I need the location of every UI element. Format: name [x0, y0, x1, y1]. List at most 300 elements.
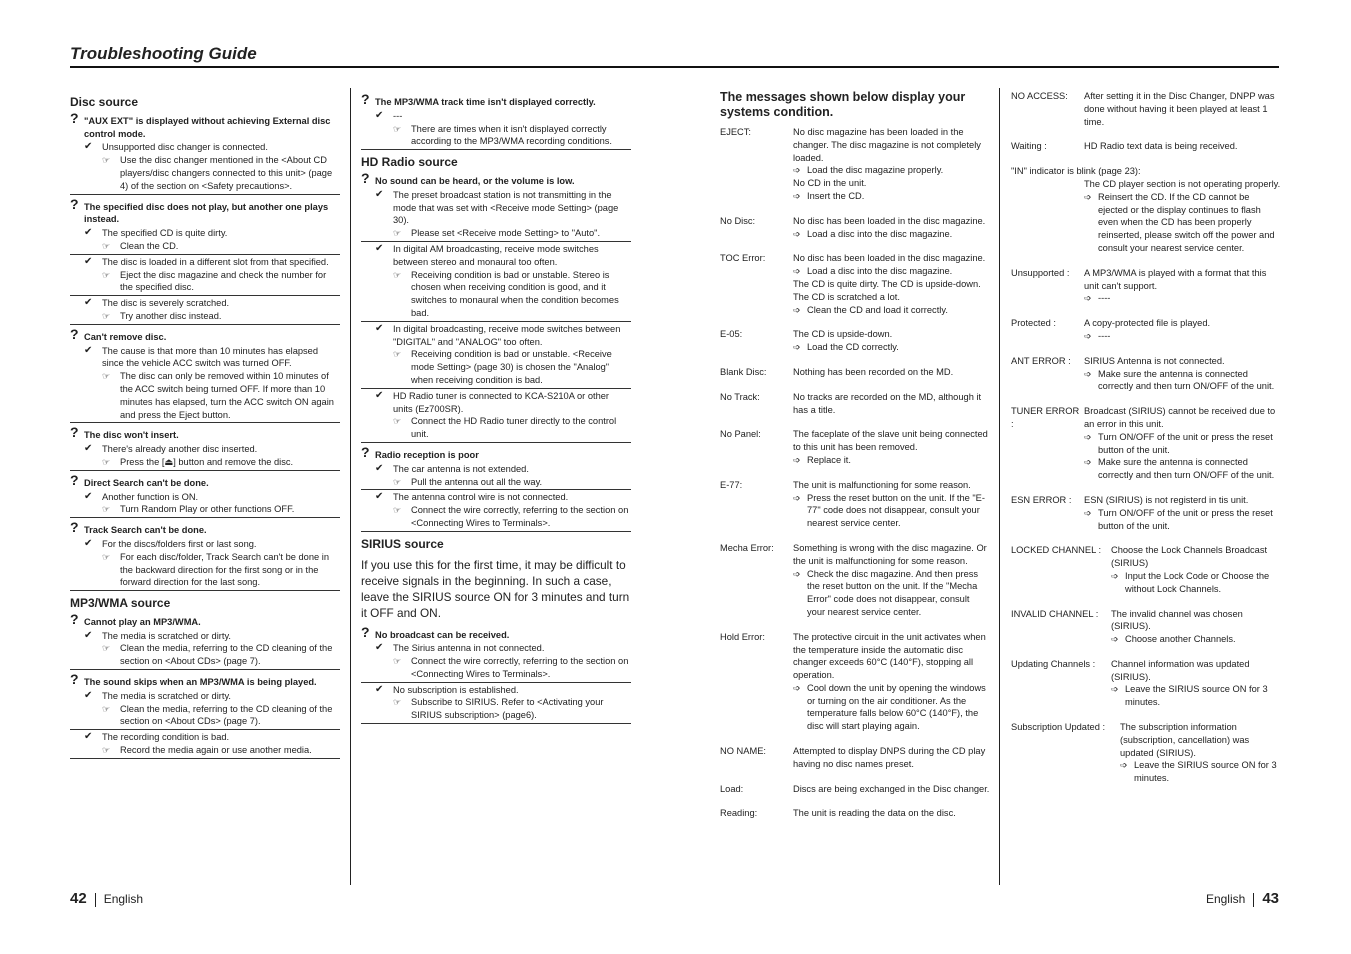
page-title: Troubleshooting Guide — [70, 44, 257, 63]
message-entry — [1011, 494, 1281, 532]
message-text: Nothing has been recorded on the MD. — [793, 366, 954, 377]
pointing-hand-icon: ☞ — [393, 505, 402, 516]
remedy-item — [70, 503, 340, 516]
arrow-icon: ➩ — [793, 492, 801, 503]
cause-group — [361, 491, 631, 531]
cause-text: In digital broadcasting, receive mode switches between "DIGITAL" and "ANALOG" too often. — [393, 323, 621, 347]
cause-group — [70, 443, 340, 471]
message-body — [793, 391, 990, 417]
problem-text: Track Search can't be done. — [84, 525, 207, 536]
arrow-icon: ➩ — [793, 266, 801, 277]
remedy-item — [70, 269, 340, 295]
cause-item — [361, 189, 631, 227]
action-text: Choose another Channels. — [1125, 634, 1236, 645]
action-item — [1111, 633, 1281, 646]
remedy-text: The disc can only be removed within 10 minutes of the ACC switch being turned OFF. If more than 10 minutes has elapsed, turn the ACC switch ON again and press the Eject button. — [120, 371, 334, 420]
problem-text: The specified disc does not play, but another one plays instead. — [84, 201, 329, 225]
cause-group — [361, 110, 631, 150]
remedy-item — [361, 123, 631, 149]
remedy-text: Please set <Receive mode Setting> to "Auto". — [411, 228, 601, 239]
message-label: Hold Error: — [720, 631, 765, 642]
message-row — [1011, 90, 1281, 128]
message-row — [1011, 267, 1281, 305]
message-label: NO ACCESS: — [1011, 91, 1068, 101]
action-item — [1111, 570, 1281, 596]
check-icon: ✔ — [375, 389, 384, 401]
message-entry — [720, 745, 990, 771]
question-icon: ? — [361, 623, 370, 640]
arrow-icon: ➩ — [1084, 457, 1092, 468]
problem-text: The sound skips when an MP3/WMA is being played. — [84, 677, 317, 688]
message-row — [720, 783, 990, 796]
message-row — [720, 366, 990, 379]
cause-text: The media is scratched or dirty. — [102, 690, 231, 701]
section-heading: SIRIUS source — [361, 536, 444, 551]
message-text: HD Radio text data is being received. — [1084, 141, 1238, 152]
cause-text: No subscription is established. — [393, 684, 519, 695]
arrow-icon: ➩ — [1084, 191, 1092, 202]
pointing-hand-icon: ☞ — [393, 123, 402, 134]
problem-item — [70, 671, 340, 689]
remedy-item — [361, 655, 631, 681]
message-label: Unsupported : — [1011, 267, 1070, 278]
message-text: The protective circuit in the unit activates when the temperature inside the automatic disc changer exceeds 60°C (140°F), stopping all operation. — [793, 631, 986, 681]
action-item — [793, 304, 990, 317]
check-icon: ✔ — [375, 188, 384, 200]
remedy-item — [70, 642, 340, 668]
message-row — [720, 126, 990, 203]
problem-text: The disc won't insert. — [84, 430, 179, 441]
check-icon: ✔ — [84, 537, 93, 549]
message-text: A MP3/WMA is played with a format that this unit can't support. — [1084, 267, 1267, 291]
cause-text: In digital AM broadcasting, receive mode switches between stereo and monaural too often. — [393, 243, 599, 267]
message-label: Updating Channels : — [1011, 658, 1096, 669]
problem-text: Radio reception is poor — [375, 449, 479, 460]
remedy-text: Turn Random Play or other functions OFF. — [120, 504, 295, 515]
arrow-icon: ➩ — [793, 454, 801, 465]
cause-group — [70, 227, 340, 255]
message-text: No tracks are recorded on the MD, although it has a title. — [793, 391, 982, 415]
message-text: A copy-protected file is played. — [1084, 318, 1211, 329]
cause-item — [361, 684, 631, 697]
arrow-icon: ➩ — [1084, 330, 1092, 341]
cause-group — [70, 630, 340, 670]
message-text: After setting it in the Disc Changer, DNPP was done without having it been played at least 1 time. — [1084, 91, 1275, 127]
action-text: Load the CD correctly. — [807, 342, 899, 353]
message-label: NO NAME: — [720, 746, 766, 757]
message-text: Choose the Lock Channels Broadcast (SIRIUS) — [1111, 545, 1268, 569]
arrow-icon: ➩ — [1120, 760, 1128, 771]
check-icon: ✔ — [375, 109, 384, 121]
cause-group — [70, 690, 340, 730]
message-text: The CD is upside-down. — [793, 329, 893, 340]
pointing-hand-icon: ☞ — [102, 269, 111, 280]
cause-group — [70, 297, 340, 325]
problem-item — [70, 109, 340, 141]
message-entry — [720, 542, 990, 619]
question-icon: ? — [70, 671, 79, 688]
page-number: 42 — [70, 890, 87, 907]
message-text: Broadcast (SIRIUS) cannot be received due to an error in this unit. — [1084, 406, 1276, 429]
check-icon: ✔ — [375, 322, 384, 334]
arrow-icon: ➩ — [1084, 507, 1092, 518]
check-icon: ✔ — [375, 462, 384, 474]
arrow-icon: ➩ — [793, 228, 801, 239]
remedy-item — [70, 240, 340, 253]
message-body — [1084, 140, 1281, 153]
question-icon: ? — [70, 195, 79, 212]
message-body — [793, 126, 990, 203]
arrow-icon: ➩ — [793, 190, 801, 201]
action-text: Turn ON/OFF of the unit or press the reset button of the unit. — [1098, 507, 1273, 531]
cause-text: The preset broadcast station is not transmitting in the mode that was set with <Receive mode Setting> (page 30). — [393, 189, 619, 226]
action-text: Make sure the antenna is connected correctly and then turn ON/OFF of the unit. — [1098, 457, 1275, 481]
cause-item — [361, 491, 631, 504]
message-text: Discs are being exchanged in the Disc changer. — [793, 783, 990, 794]
message-entry — [720, 631, 990, 733]
message-body — [1084, 494, 1281, 532]
message-row — [720, 215, 990, 241]
remedy-text: Subscribe to SIRIUS. Refer to <Activating your SIRIUS subscription> (page6). — [411, 697, 604, 721]
message-entry — [720, 215, 990, 241]
action-text: Replace it. — [807, 454, 851, 465]
message-row — [720, 479, 990, 530]
message-body — [793, 631, 990, 733]
message-body — [793, 807, 990, 820]
problem-item — [70, 519, 340, 537]
action-text: Turn ON/OFF of the unit or press the reset button of the unit. — [1098, 431, 1273, 455]
arrow-icon: ➩ — [1111, 570, 1119, 581]
cause-text: The car antenna is not extended. — [393, 463, 529, 474]
column-divider — [999, 88, 1000, 885]
arrow-icon: ➩ — [1084, 368, 1092, 379]
message-row — [1011, 721, 1281, 785]
troubleshooting-column-2 — [361, 90, 631, 724]
remedy-text: Press the [⏏] button and remove the disc. — [120, 456, 294, 467]
arrow-icon: ➩ — [1111, 684, 1119, 695]
cause-text: The cause is that more than 10 minutes has elapsed since the vehicle ACC switch was turned OFF. — [102, 345, 319, 369]
message-entry — [720, 479, 990, 530]
message-text: Channel information was updated (SIRIUS). — [1111, 658, 1250, 682]
pointing-hand-icon: ☞ — [393, 228, 402, 239]
message-entry — [1011, 355, 1281, 393]
remedy-item — [361, 696, 631, 722]
cause-text: Unsupported disc changer is connected. — [102, 142, 268, 153]
message-entry — [720, 126, 990, 203]
message-row — [1011, 608, 1281, 646]
cause-text: The specified CD is quite dirty. — [102, 228, 228, 239]
action-item — [1111, 683, 1281, 709]
arrow-icon: ➩ — [793, 342, 801, 353]
message-body — [1111, 658, 1281, 709]
message-row — [1011, 140, 1281, 153]
pointing-hand-icon: ☞ — [393, 349, 402, 360]
action-item — [1084, 431, 1281, 457]
remedy-item — [361, 415, 631, 441]
message-entry — [720, 366, 990, 379]
message-row — [1011, 494, 1281, 532]
remedy-text: Eject the disc magazine and check the number for the specified disc. — [120, 269, 327, 293]
cause-item — [70, 297, 340, 310]
question-icon: ? — [70, 519, 79, 536]
check-icon: ✔ — [84, 297, 93, 309]
cause-item — [70, 227, 340, 240]
message-body — [1120, 721, 1281, 785]
cause-text: HD Radio tuner is connected to KCA-S210A or other units (Ez700SR). — [393, 390, 610, 414]
cause-item — [361, 110, 631, 123]
check-icon: ✔ — [375, 491, 384, 503]
check-icon: ✔ — [84, 141, 93, 153]
remedy-text: Connect the HD Radio tuner directly to the control unit. — [411, 416, 617, 440]
cause-item — [70, 630, 340, 643]
action-item — [793, 682, 990, 733]
action-item — [1084, 191, 1281, 255]
cause-item — [70, 731, 340, 744]
remedy-item — [70, 703, 340, 729]
message-body — [1084, 90, 1281, 128]
message-body — [793, 428, 990, 466]
cause-group — [70, 491, 340, 519]
message-body — [793, 783, 990, 796]
message-label: LOCKED CHANNEL : — [1011, 545, 1102, 556]
message-entry — [720, 328, 990, 354]
cause-text: The disc is loaded in a different slot from that specified. — [102, 256, 329, 267]
message-body — [1084, 405, 1281, 482]
message-body — [1084, 355, 1281, 393]
cause-group — [70, 256, 340, 296]
message-text: Something is wrong with the disc magazine. Or the unit is malfunctioning for some reason. — [793, 542, 987, 566]
intro-text: If you use this for the first time, it may be difficult to receive signals in the beginning. In such a case, leave the SIRIUS source ON for 3 minutes and turn it OFF and ON. — [361, 557, 630, 620]
cause-group — [361, 243, 631, 322]
remedy-item — [70, 154, 340, 192]
message-row — [1011, 317, 1281, 343]
cause-item — [70, 141, 340, 154]
action-text: Load a disc into the disc magazine. — [807, 266, 953, 277]
remedy-text: There are times when it isn't displayed correctly according to the MP3/WMA recording conditions. — [411, 123, 613, 147]
remedy-item — [70, 744, 340, 757]
cause-group — [70, 731, 340, 759]
remedy-item — [361, 504, 631, 530]
message-entry — [720, 252, 990, 316]
message-body — [793, 542, 990, 619]
remedy-text: Clean the media, referring to the CD cleaning of the section on <About CDs> (page 7). — [120, 703, 333, 727]
cause-item — [361, 243, 631, 269]
remedy-text: Connect the wire correctly, referring to the section on <Connecting Wires to Terminals>. — [411, 505, 629, 528]
action-text: Press the reset button on the unit. If the "E-77" code does not disappear, consult your nearest service center. — [807, 492, 985, 529]
message-entry — [1011, 90, 1281, 128]
message-entry — [1011, 658, 1281, 709]
remedy-text: Use the disc changer mentioned in the <About CD players/disc changers connected to this unit> (page 4) of the section on <Safety precautions>. — [120, 155, 333, 191]
action-item — [1120, 759, 1281, 785]
message-label: E-77: — [720, 479, 743, 490]
message-entry — [1011, 608, 1281, 646]
action-text: Reinsert the CD. If the CD cannot be ejected or the display continues to flash even when the CD has been properly reinserted, please switch off the power and consult your nearest service center. — [1098, 191, 1275, 253]
message-row — [720, 428, 990, 466]
cause-item — [70, 256, 340, 269]
action-item — [793, 454, 990, 467]
message-text: The unit is reading the data on the disc. — [793, 808, 956, 819]
remedy-text: Record the media again or use another media. — [120, 745, 312, 756]
remedy-text: Pull the antenna out all the way. — [411, 476, 543, 487]
action-text: Make sure the antenna is connected correctly and then turn ON/OFF of the unit. — [1098, 368, 1275, 392]
arrow-icon: ➩ — [793, 568, 801, 579]
section-heading: Disc source — [70, 95, 139, 109]
message-text: The unit is malfunctioning for some reason. — [793, 479, 971, 490]
check-icon: ✔ — [84, 490, 93, 502]
cause-item — [70, 690, 340, 703]
cause-item — [361, 463, 631, 476]
cause-text: The recording condition is bad. — [102, 732, 230, 743]
message-body — [793, 215, 990, 241]
footer-separator — [95, 893, 96, 907]
remedy-text: Try another disc instead. — [120, 310, 222, 321]
action-item — [1084, 368, 1281, 394]
pointing-hand-icon: ☞ — [393, 656, 402, 667]
pointing-hand-icon: ☞ — [102, 155, 111, 166]
check-icon: ✔ — [375, 683, 384, 695]
check-icon: ✔ — [84, 227, 93, 239]
problem-item — [70, 610, 340, 629]
message-label: ANT ERROR : — [1011, 355, 1071, 366]
message-entry — [720, 391, 990, 417]
problem-item — [70, 471, 340, 490]
problem-text: No broadcast can be received. — [375, 629, 510, 640]
pointing-hand-icon: ☞ — [393, 697, 402, 708]
remedy-item — [361, 227, 631, 240]
cause-text: The antenna control wire is not connected. — [393, 492, 569, 503]
message-body — [793, 366, 990, 379]
action-text: Load the disc magazine properly. — [807, 165, 944, 176]
remedy-item — [361, 348, 631, 386]
problem-item — [361, 443, 631, 462]
action-text: Check the disc magazine. And then press the reset button on the unit. If the "Mecha Error" code does not disappear, consult your nearest service center. — [807, 568, 979, 617]
problem-item — [70, 325, 340, 344]
message-label: No Track: — [720, 391, 760, 402]
question-icon: ? — [70, 109, 79, 126]
pointing-hand-icon: ☞ — [102, 504, 111, 515]
remedy-item — [70, 456, 340, 469]
footer-right — [1206, 890, 1279, 907]
problem-item — [70, 195, 340, 227]
message-row — [720, 631, 990, 733]
cause-group — [70, 141, 340, 194]
message-row — [720, 807, 990, 820]
message-text: ESN (SIRIUS) is not registerd in tis unit. — [1084, 494, 1249, 505]
cause-group — [361, 189, 631, 242]
message-text: No disc has been loaded in the disc magazine. — [793, 215, 986, 226]
remedy-text: Clean the CD. — [120, 240, 179, 251]
question-icon: ? — [70, 325, 79, 342]
message-label: Subscription Updated : — [1011, 722, 1106, 733]
question-icon: ? — [70, 424, 79, 441]
message-label: EJECT: — [720, 127, 751, 137]
page-number: 43 — [1262, 890, 1279, 907]
message-entry — [1011, 165, 1281, 255]
remedy-text: For each disc/folder, Track Search can't be done in the backward direction for the first song or in the forward direction for the last song. — [120, 551, 330, 588]
action-item — [1084, 330, 1281, 343]
action-item — [793, 164, 990, 177]
cause-group — [361, 684, 631, 724]
messages-heading: The messages shown below display your systems condition. — [720, 90, 966, 119]
question-icon: ? — [361, 443, 370, 460]
pointing-hand-icon: ☞ — [102, 371, 111, 382]
message-entry — [1011, 317, 1281, 343]
message-text: No CD in the unit. — [793, 178, 867, 189]
action-text: Cool down the unit by opening the windows or turning on the air conditioner. As the temperature falls below 60°C (140°F), the disc will start playing again. — [807, 682, 986, 732]
cause-text: --- — [393, 110, 403, 121]
action-text: Clean the CD and load it correctly. — [807, 304, 948, 315]
check-icon: ✔ — [84, 255, 93, 267]
message-text: The subscription information (subscription, cancellation) was updated (SIRIUS). — [1120, 722, 1250, 758]
action-item — [1084, 507, 1281, 533]
arrow-icon: ➩ — [1084, 293, 1092, 304]
cause-text: The Sirius antenna in not connected. — [393, 643, 545, 654]
remedy-item — [70, 310, 340, 323]
problem-item — [361, 91, 631, 109]
messages-column-2 — [1011, 90, 1281, 797]
arrow-icon: ➩ — [1111, 634, 1119, 645]
messages-column-1 — [720, 90, 990, 832]
pointing-hand-icon: ☞ — [102, 703, 111, 714]
check-icon: ✔ — [84, 689, 93, 701]
cause-text: The disc is severely scratched. — [102, 298, 230, 309]
action-text: Insert the CD. — [807, 190, 865, 201]
problem-text: The MP3/WMA track time isn't displayed correctly. — [375, 97, 596, 107]
cause-item — [70, 345, 340, 371]
remedy-item — [70, 370, 340, 421]
message-body — [1084, 317, 1281, 343]
message-label: Mecha Error: — [720, 542, 774, 553]
cause-item — [70, 491, 340, 504]
message-body — [1084, 267, 1281, 305]
message-label: "IN" indicator is blink (page 23): — [1011, 166, 1141, 177]
pointing-hand-icon: ☞ — [393, 476, 402, 487]
message-label: No Panel: — [720, 429, 761, 440]
footer-left — [70, 890, 143, 907]
cause-text: Another function is ON. — [102, 491, 199, 502]
message-entry — [1011, 140, 1281, 153]
problem-text: Can't remove disc. — [84, 331, 167, 342]
problem-text: Cannot play an MP3/WMA. — [84, 616, 201, 627]
message-label: Protected : — [1011, 318, 1056, 329]
question-icon: ? — [70, 471, 79, 488]
message-row — [720, 745, 990, 771]
pointing-hand-icon: ☞ — [102, 240, 111, 251]
message-label: TOC Error: — [720, 253, 766, 264]
cause-group — [70, 345, 340, 424]
arrow-icon: ➩ — [793, 304, 801, 315]
action-item — [793, 228, 990, 241]
arrow-icon: ➩ — [1084, 431, 1092, 442]
question-icon: ? — [70, 610, 79, 627]
message-text: SIRIUS Antenna is not connected. — [1084, 355, 1225, 366]
message-label: Waiting : — [1011, 141, 1047, 152]
message-row — [1011, 658, 1281, 709]
message-label: E-05: — [720, 329, 743, 340]
message-row — [1011, 544, 1281, 595]
cause-group — [361, 390, 631, 443]
message-label: INVALID CHANNEL : — [1011, 608, 1099, 619]
cause-item — [361, 323, 631, 349]
message-body — [793, 328, 990, 354]
remedy-text: Clean the media, referring to the CD cleaning of the section on <About CDs> (page 7). — [120, 643, 333, 667]
message-text: Attempted to display DNPS during the CD play having no disc names preset. — [793, 746, 986, 769]
problem-item — [361, 623, 631, 642]
message-entry — [1011, 721, 1281, 785]
check-icon: ✔ — [375, 242, 384, 254]
check-icon: ✔ — [375, 642, 384, 654]
message-body — [793, 745, 990, 771]
